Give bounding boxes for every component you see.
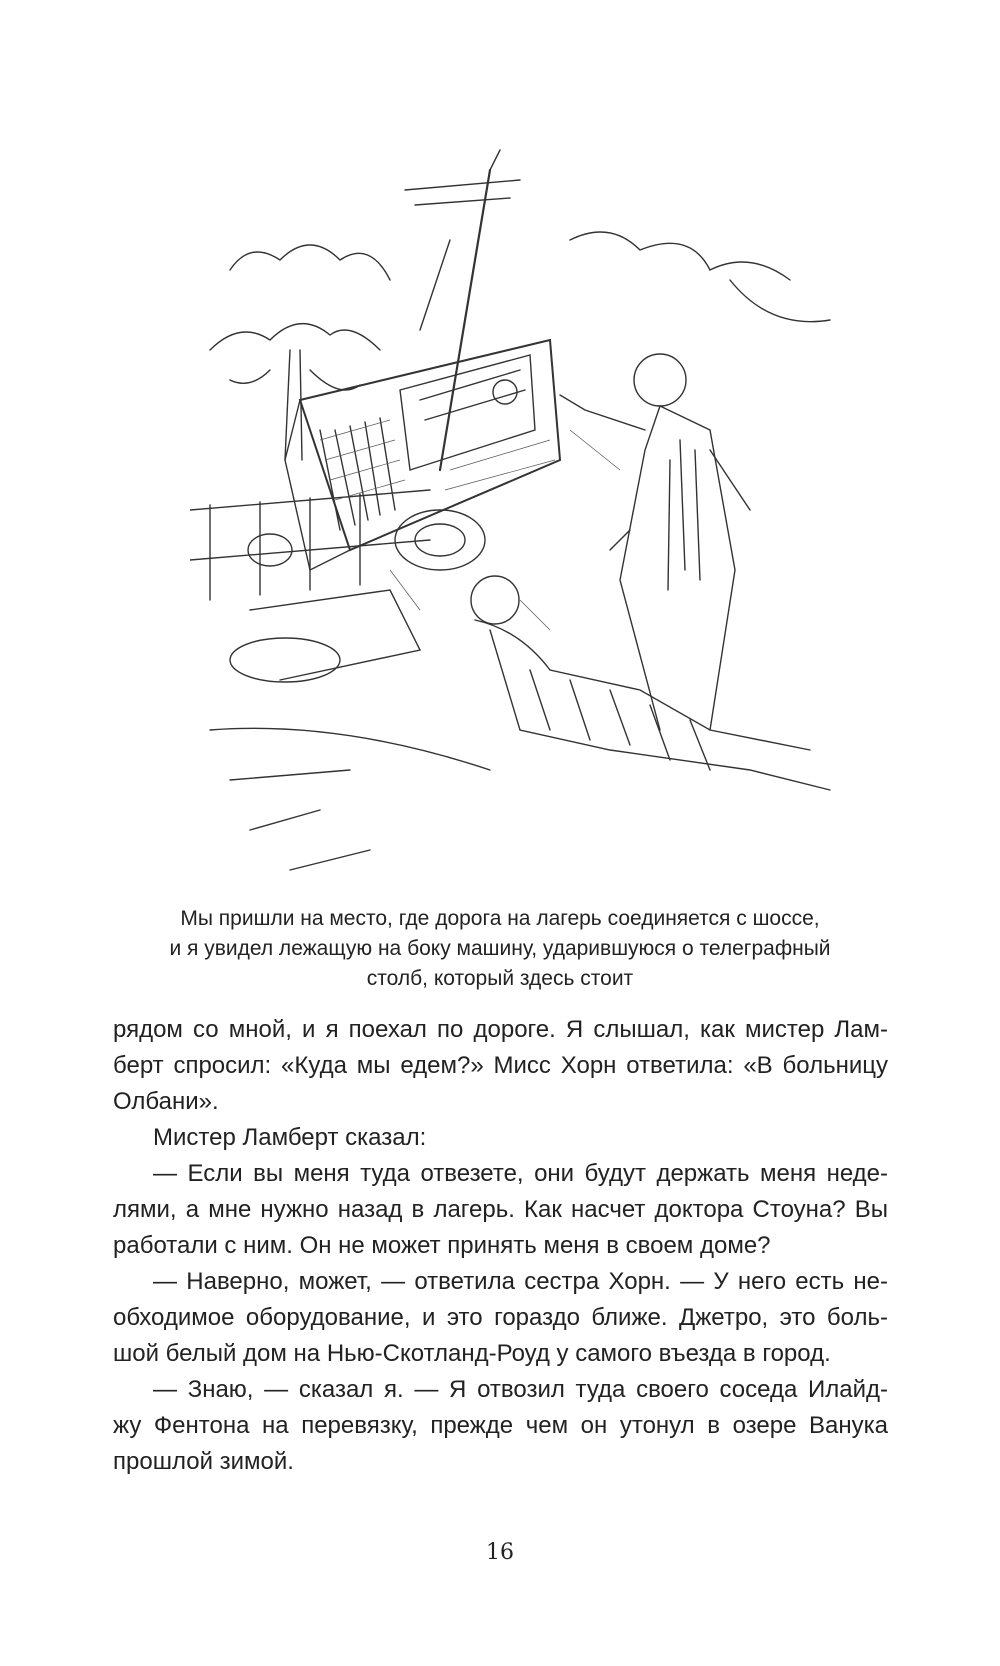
- caption-line: столб, который здесь стоит: [366, 967, 634, 990]
- caption-line: и я увидел лежащую на боку машину, ударившуюся о телеграфный: [169, 937, 831, 960]
- body-text: [113, 1012, 888, 1480]
- caption-line: Мы пришли на место, где дорога на лагерь соединяется с шоссе,: [180, 907, 820, 930]
- text-line: Мистер Ламберт сказал:: [153, 1124, 427, 1151]
- illustration-caption: [110, 904, 890, 994]
- sketch-illustration: [190, 130, 890, 890]
- text-line: берт спросил: «Куда мы едем?» Мисс Хорн ответила: «В больницу: [113, 1052, 888, 1079]
- text-line: Олбани».: [113, 1088, 219, 1115]
- text-line: — Наверно, может, — ответила сестра Хорн. — У него есть не-: [153, 1268, 888, 1295]
- text-line: прошлой зимой.: [113, 1448, 294, 1475]
- car-crash-sketch-icon: [190, 130, 890, 890]
- text-line: жу Фентона на перевязку, прежде чем он утонул в озере Ванука: [113, 1412, 888, 1439]
- text-line: лями, а мне нужно назад в лагерь. Как насчет доктора Стоуна? Вы: [113, 1196, 888, 1223]
- text-line: — Если вы меня туда отвезете, они будут держать меня неде-: [153, 1160, 888, 1187]
- text-line: обходимое оборудование, и это гораздо ближе. Джетро, это боль-: [113, 1304, 888, 1331]
- text-line: шой белый дом на Нью-Скотланд-Роуд у самого въезда в город.: [113, 1340, 831, 1367]
- text-line: работали с ним. Он не может принять меня в своем доме?: [113, 1232, 771, 1259]
- text-line: рядом со мной, и я поехал по дороге. Я слышал, как мистер Лам-: [113, 1016, 888, 1043]
- page-number: 16: [486, 1540, 514, 1565]
- text-line: — Знаю, — сказал я. — Я отвозил туда своего соседа Илайд-: [153, 1376, 888, 1403]
